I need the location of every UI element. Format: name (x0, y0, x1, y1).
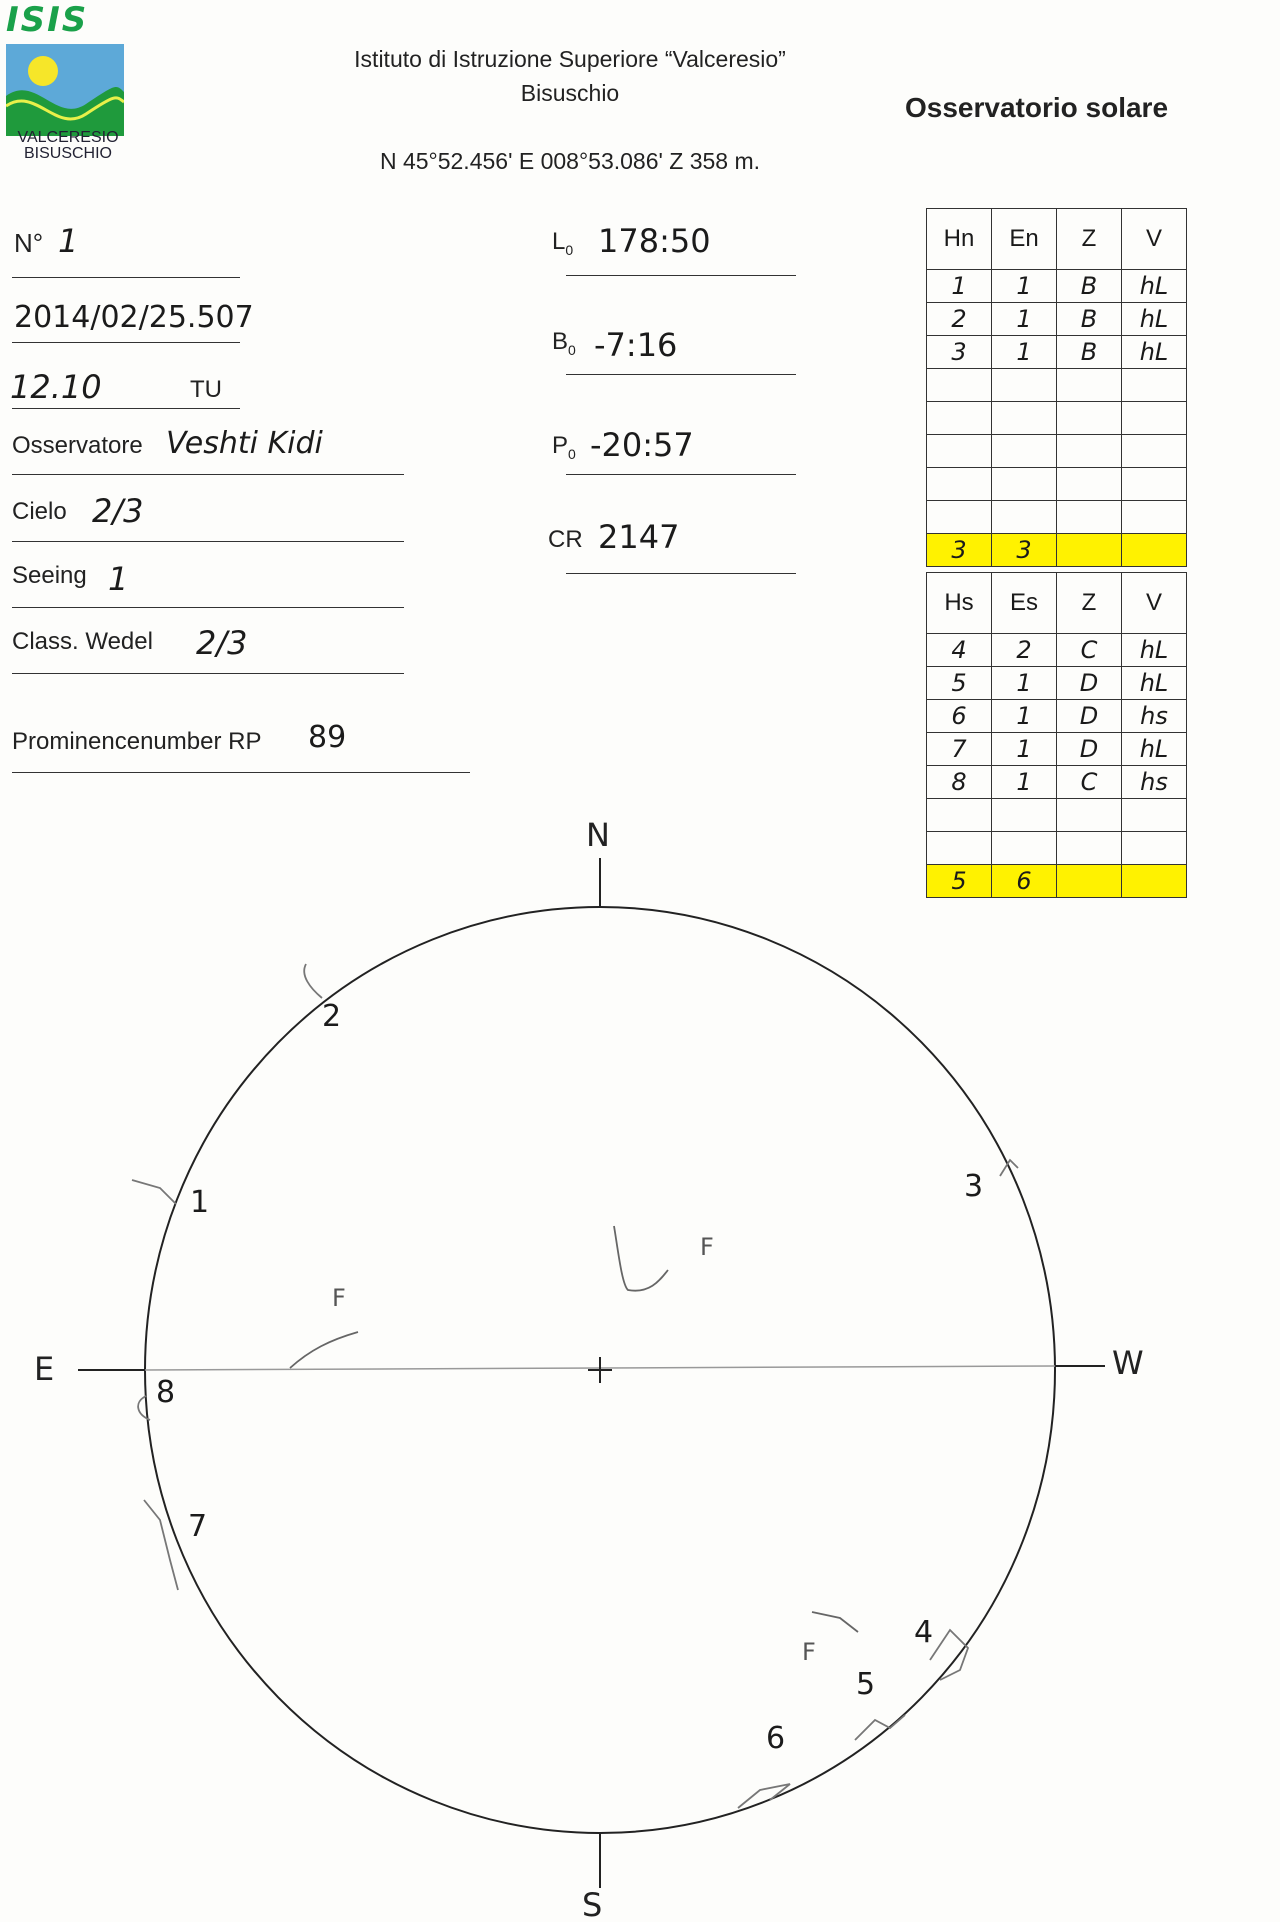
marker-label: 6 (766, 1721, 786, 1756)
filament-sketches (290, 1226, 858, 1632)
b0-subscript: 0 (568, 341, 576, 358)
table-cell: 7 (927, 733, 992, 766)
p0-value: -20:57 (590, 426, 694, 464)
marker-label: 8 (156, 1375, 176, 1410)
filament-1 (614, 1226, 668, 1291)
table-cell: 1 (992, 700, 1057, 733)
table-header: V (1122, 573, 1187, 634)
table-cell: 3 (927, 336, 992, 369)
compass-north: N (586, 816, 610, 854)
logo-line1: VALCERESIO (17, 129, 119, 146)
marker-label: 4 (914, 1615, 934, 1650)
table-cell: C (1057, 634, 1122, 667)
table-cell: 1 (992, 303, 1057, 336)
table-cell: hL (1122, 303, 1187, 336)
page-title: Osservatorio solare (905, 92, 1169, 123)
table-cell: 2 (992, 634, 1057, 667)
table-cell: hL (1122, 634, 1187, 667)
date-value: 2014/02/25.507 (14, 300, 254, 335)
prominence-label: Prominencenumber RP (12, 728, 262, 755)
filament-label: F (700, 1233, 714, 1261)
table-cell: 5 (927, 667, 992, 700)
seeing-label: Seeing (12, 562, 87, 589)
p0-subscript: 0 (568, 445, 576, 462)
filament-labels (332, 1233, 816, 1666)
b0-letter: B (552, 328, 569, 355)
number-label: N° (14, 228, 44, 258)
table-cell: hL (1122, 270, 1187, 303)
table-cell: 4 (927, 634, 992, 667)
cr-label: CR (548, 526, 583, 553)
table-header: Hs (927, 573, 992, 634)
prominence-2 (304, 964, 322, 998)
table-cell: hL (1122, 733, 1187, 766)
site-coordinates: N 45°52.456' E 008°53.086' Z 358 m. (379, 148, 761, 174)
b0-value: -7:16 (594, 326, 678, 364)
l0-value: 178:50 (598, 222, 711, 260)
compass-east: E (34, 1350, 55, 1388)
table-cell: 1 (992, 733, 1057, 766)
table-header: V (1122, 209, 1187, 270)
wedel-value: 2/3 (196, 624, 248, 662)
filament-3 (812, 1612, 858, 1632)
table-cell: 8 (927, 766, 992, 799)
table-cell: 2 (927, 303, 992, 336)
l0-letter: L (552, 228, 566, 255)
prominence-value: 89 (308, 720, 347, 755)
table-cell: 6 (927, 700, 992, 733)
total-groups: 3 (927, 534, 992, 567)
table-cell: D (1057, 733, 1122, 766)
institute-town: Bisuschio (520, 80, 620, 106)
total-prominences: 6 (992, 865, 1057, 898)
observer-label: Osservatore (12, 432, 143, 459)
table-header: Z (1057, 209, 1122, 270)
logo-brand: ISIS (6, 0, 89, 40)
marker-label: 2 (322, 999, 342, 1034)
table-cell: 1 (992, 667, 1057, 700)
table-header: En (992, 209, 1057, 270)
time-unit: TU (190, 376, 222, 403)
cr-value: 2147 (598, 518, 680, 556)
table-cell: 1 (992, 336, 1057, 369)
table-cell: hs (1122, 700, 1187, 733)
total-groups: 5 (927, 865, 992, 898)
l0-subscript: 0 (565, 241, 574, 258)
sky-label: Cielo (12, 498, 67, 525)
table-cell: B (1057, 303, 1122, 336)
table-cell: 1 (927, 270, 992, 303)
wedel-label: Class. Wedel (12, 628, 153, 655)
marker-label: 5 (856, 1667, 876, 1702)
filament-label: F (332, 1284, 346, 1312)
number-value: 1 (58, 222, 79, 260)
table-cell: 1 (992, 766, 1057, 799)
p0-letter: P (552, 432, 569, 459)
logo-line2: BISUSCHIO (23, 145, 112, 162)
marker-label: 3 (964, 1169, 984, 1204)
filament-2 (290, 1332, 358, 1368)
compass-west: W (1112, 1344, 1144, 1382)
prominence-6 (738, 1784, 790, 1808)
table-cell: D (1057, 667, 1122, 700)
table-cell: hs (1122, 766, 1187, 799)
table-cell: C (1057, 766, 1122, 799)
prominence-1 (132, 1180, 176, 1204)
prominence-labels (156, 999, 983, 1756)
filament-label: F (802, 1638, 816, 1666)
observer-value: Veshti Kidi (166, 426, 323, 461)
sky-value: 2/3 (92, 492, 144, 530)
table-cell: D (1057, 700, 1122, 733)
table-cell: hL (1122, 667, 1187, 700)
time-value: 12.10 (10, 368, 102, 406)
seeing-value: 1 (108, 560, 129, 598)
table-header: Hn (927, 209, 992, 270)
table-cell: B (1057, 270, 1122, 303)
marker-label: 7 (188, 1509, 208, 1544)
compass-south: S (582, 1886, 603, 1922)
institute-name: Istituto di Istruzione Superiore “Valceresio” (354, 46, 786, 72)
table-header: Z (1057, 573, 1122, 634)
table-cell: B (1057, 336, 1122, 369)
table-header: Es (992, 573, 1057, 634)
prominence-7 (144, 1500, 178, 1590)
total-prominences: 3 (992, 534, 1057, 567)
table-cell: 1 (992, 270, 1057, 303)
marker-label: 1 (190, 1185, 210, 1220)
prominence-sketches (132, 964, 1018, 1808)
table-cell: hL (1122, 336, 1187, 369)
prominence-4 (930, 1630, 968, 1680)
